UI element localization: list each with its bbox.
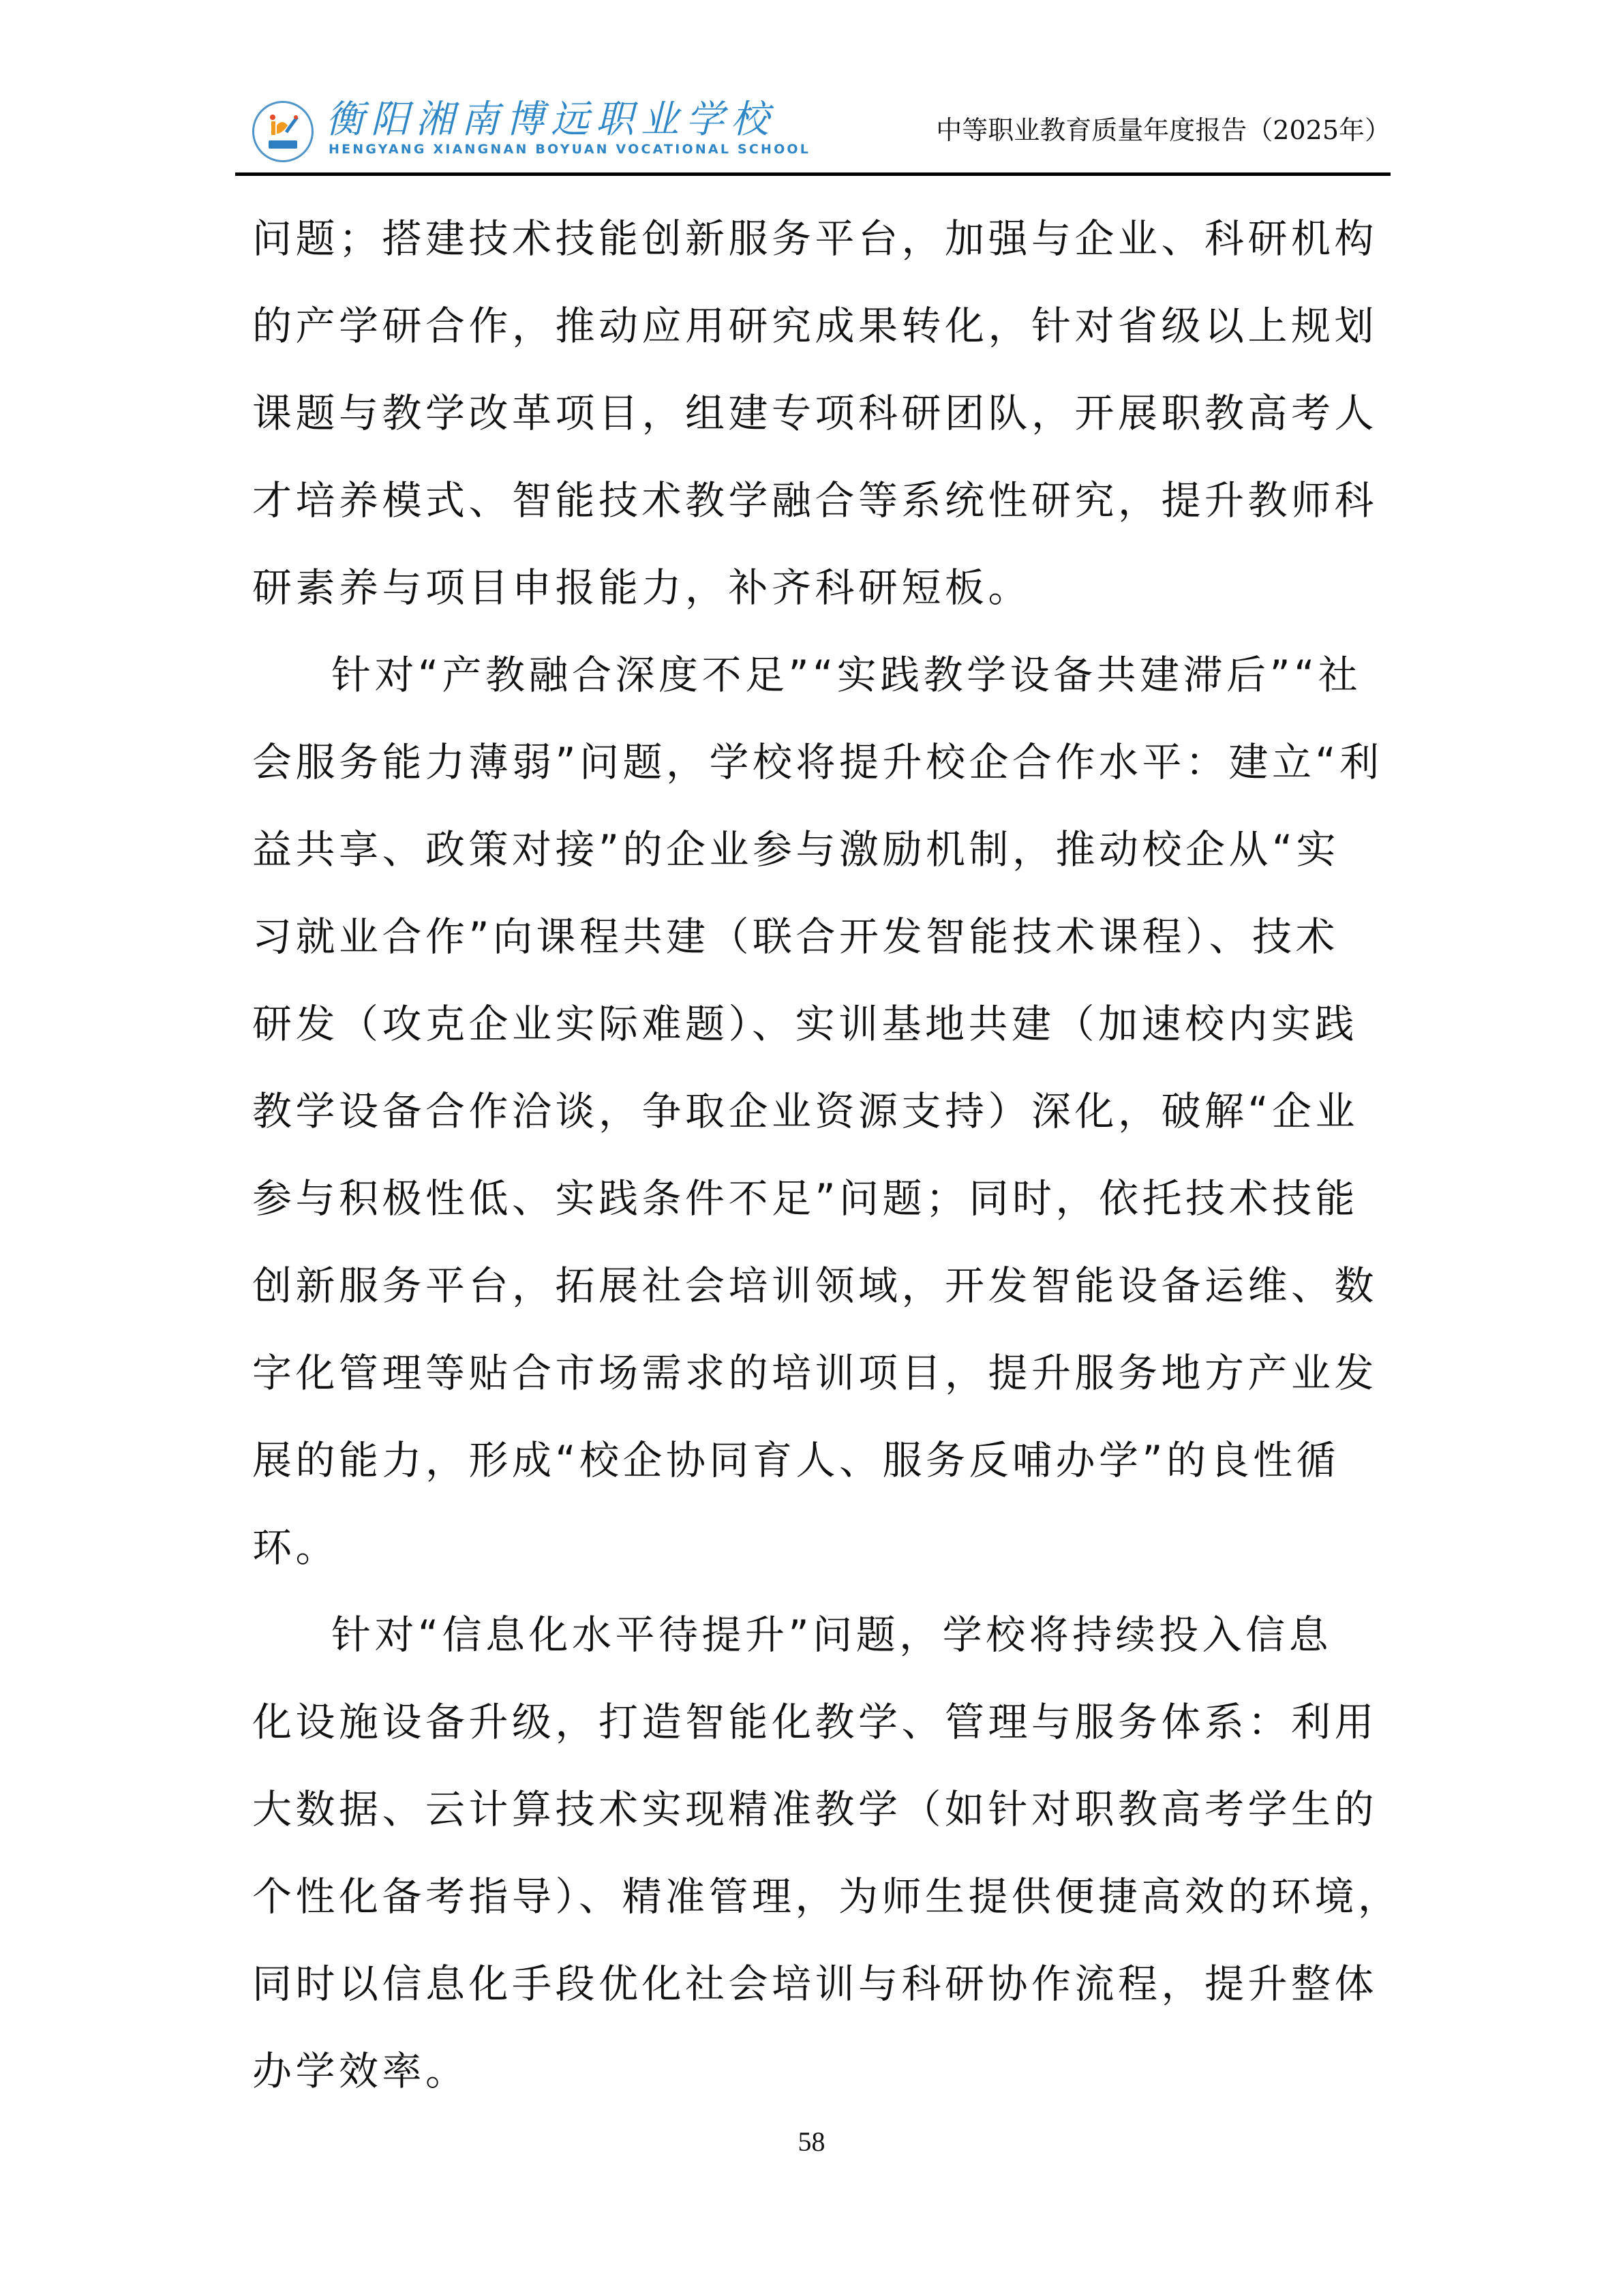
paragraph-start-line: 针对“信息化水平待提升”问题，学校将持续投入信息	[331, 1612, 1333, 1658]
text-line: 参与积极性低、实践条件不足”问题；同时，依托技术技能	[252, 1175, 1359, 1222]
text-line: 问题；搭建技术技能创新服务平台，加强与企业、科研机构	[252, 215, 1378, 262]
text-line: 创新服务平台，拓展社会培训领域，开发智能设备运维、数	[252, 1263, 1378, 1309]
page-number: 58	[798, 2126, 825, 2157]
school-name-en: HENGYANG XIANGNAN BOYUAN VOCATIONAL SCHOOL	[329, 142, 811, 157]
text-line: 同时以信息化手段优化社会培训与科研协作流程，提升整体	[252, 1961, 1378, 2007]
report-title: 中等职业教育质量年度报告（2025年）	[936, 115, 1391, 145]
logo-caption	[269, 140, 297, 149]
school-name-cn: 衡阳湘南博远职业学校	[326, 97, 776, 142]
paragraph-start-line: 针对“产教融合深度不足”“实践教学设备共建滞后”“社	[331, 652, 1362, 698]
text-line: 课题与教学改革项目，组建专项科研团队，开展职教高考人	[252, 390, 1378, 436]
text-line: 个性化备考指导）、精准管理，为师生提供便捷高效的环境，	[252, 1873, 1401, 1920]
text-line: 益共享、政策对接”的企业参与激励机制，推动校企从“实	[252, 826, 1340, 873]
text-line: 环。	[252, 1524, 339, 1571]
text-line: 展的能力，形成“校企协同育人、服务反哺办学”的良性循	[252, 1437, 1340, 1483]
school-logo-icon	[252, 101, 314, 162]
text-line: 办学效率。	[252, 2048, 469, 2094]
text-line: 大数据、云计算技术实现精准教学（如针对职教高考学生的	[252, 1786, 1378, 1832]
text-line: 会服务能力薄弱”问题，学校将提升校企合作水平：建立“利	[252, 739, 1383, 785]
logo-mark-icon	[267, 113, 299, 138]
text-line: 教学设备合作洽谈，争取企业资源支持）深化，破解“企业	[252, 1088, 1359, 1134]
text-line: 研发（攻克企业实际难题）、实训基地共建（加速校内实践	[252, 1001, 1359, 1047]
page-header	[245, 95, 1391, 170]
text-line: 习就业合作”向课程共建（联合开发智能技术课程）、技术	[252, 913, 1339, 960]
text-line: 化设施设备升级，打造智能化教学、管理与服务体系：利用	[252, 1699, 1378, 1745]
text-line: 的产学研合作，推动应用研究成果转化，针对省级以上规划	[252, 303, 1378, 349]
text-line: 才培养模式、智能技术教学融合等系统性研究，提升教师科	[252, 477, 1378, 524]
text-line: 字化管理等贴合市场需求的培训项目，提升服务地方产业发	[252, 1350, 1378, 1396]
header-divider	[235, 172, 1391, 176]
text-line: 研素养与项目申报能力，补齐科研短板。	[252, 564, 1032, 611]
